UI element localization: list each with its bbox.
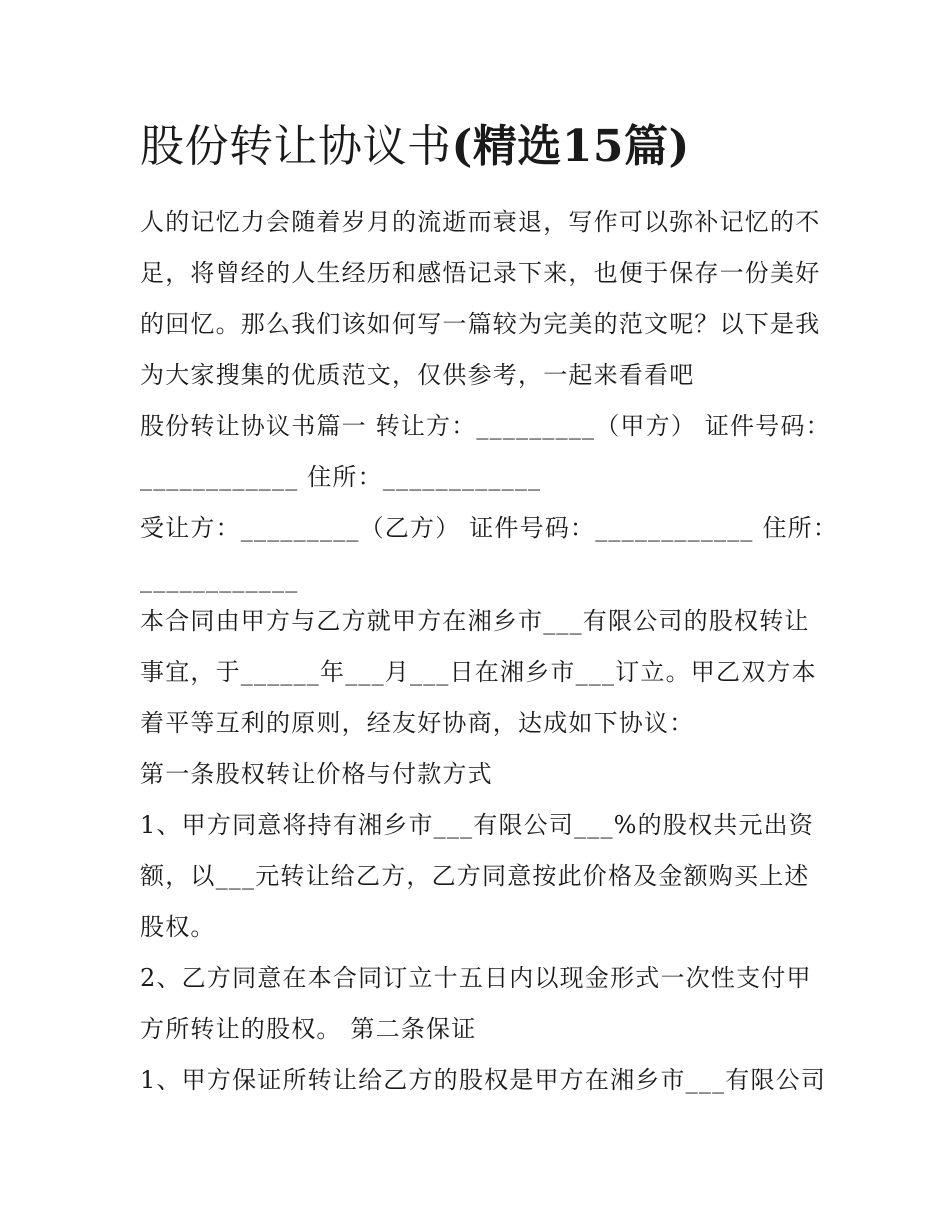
paragraph-line: 足，将曾经的人生经历和感悟记录下来，也便于保存一份美好 xyxy=(140,259,821,287)
paragraph-line: 2、乙方同意在本合同订立十五日内以现金形式一次性支付甲 xyxy=(140,964,812,992)
paragraph-line: 1、甲方同意将持有湘乡市___有限公司___%的股权共元出资 xyxy=(140,811,815,839)
document-title xyxy=(140,114,840,180)
paragraph-line: 股权。 xyxy=(140,913,216,941)
paragraph-line: 方所转让的股权。 第二条保证 xyxy=(140,1015,477,1043)
paragraph-line: ____________ xyxy=(140,565,299,593)
paragraph-line: 受让方：_________（乙方） 证件号码：____________ 住所： xyxy=(140,514,839,542)
paragraph-line: 的回忆。那么我们该如何写一篇较为完美的范文呢？以下是我 xyxy=(140,310,821,338)
title-suffix: (精选15篇) xyxy=(451,121,690,172)
paragraph-line: 额，以___元转让给乙方，乙方同意按此价格及金额购买上述 xyxy=(140,862,810,890)
paragraph-line: 1、甲方保证所转让给乙方的股权是甲方在湘乡市___有限公司 xyxy=(140,1066,827,1094)
paragraph-line: 事宜，于______年___月___日在湘乡市___订立。甲乙双方本 xyxy=(140,658,817,686)
title-main: 股份转让协议书 xyxy=(140,121,452,172)
paragraph-line: 本合同由甲方与乙方就甲方在湘乡市___有限公司的股权转让 xyxy=(140,607,810,635)
section-heading: 第一条股权转让价格与付款方式 xyxy=(140,760,493,788)
paragraph-line: ____________ 住所：____________ xyxy=(140,463,542,491)
paragraph-line: 着平等互利的原则，经友好协商，达成如下协议： xyxy=(140,709,695,737)
paragraph-line: 股份转让协议书篇一 转让方：_________（甲方） 证件号码： xyxy=(140,412,831,440)
paragraph-line: 人的记忆力会随着岁月的流逝而衰退，写作可以弥补记忆的不 xyxy=(140,208,821,236)
paragraph-line: 为大家搜集的优质范文，仅供参考，一起来看看吧 xyxy=(140,361,695,389)
